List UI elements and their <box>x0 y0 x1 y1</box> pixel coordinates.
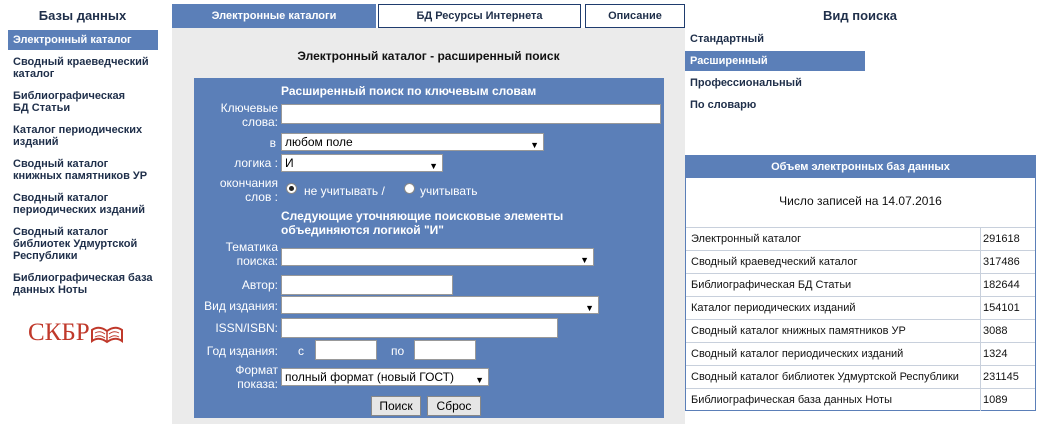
row-name: Сводный каталог книжных памятников УР <box>691 325 906 337</box>
sidebar-item-periodicals-catalog[interactable]: Каталог периодических изданий <box>13 124 143 148</box>
row-name: Электронный каталог <box>691 233 802 245</box>
sidebar-item-electronic-catalog[interactable]: Электронный каталог <box>8 30 158 50</box>
logic-select-value: И <box>285 156 294 170</box>
logo-text: СКБР <box>28 319 90 346</box>
page-title: Электронный каталог - расширенный поиск <box>297 49 560 63</box>
sidebar-item-regional-catalog[interactable]: Сводный краеведческий каталог <box>13 56 149 80</box>
search-type-advanced[interactable]: Расширенный <box>685 51 865 71</box>
reset-button[interactable]: Сброс <box>427 396 481 416</box>
table-row <box>686 250 1035 273</box>
row-value: 3088 <box>983 325 1008 337</box>
db-volume-table <box>685 155 1036 411</box>
row-name: Сводный краеведческий каталог <box>691 256 858 268</box>
radio-consider-endings[interactable] <box>404 183 415 194</box>
table-row <box>686 273 1035 296</box>
tab-electronic-catalogs[interactable]: Электронные каталоги <box>172 4 376 28</box>
databases-sidebar <box>0 0 165 424</box>
row-value: 1324 <box>983 348 1008 360</box>
radio-ignore-label: не учитывать / <box>304 184 385 198</box>
sidebar-item-music-db[interactable]: Библиографическая база данных Ноты <box>13 272 153 296</box>
year-to-label: по <box>391 344 405 358</box>
field-select-value: любом поле <box>285 135 353 149</box>
chevron-down-icon: ▼ <box>429 161 438 171</box>
edition-type-label: Вид издания: <box>204 299 278 313</box>
row-name: Библиографическая БД Статьи <box>691 279 852 291</box>
tab-internet-resources[interactable]: БД Ресурсы Интернета <box>378 4 581 28</box>
radio-consider-label: учитывать <box>420 184 478 198</box>
databases-header: Базы данных <box>38 8 127 23</box>
issn-input[interactable] <box>281 318 558 338</box>
tab-description[interactable]: Описание <box>585 4 685 28</box>
author-input[interactable] <box>281 275 453 295</box>
format-select[interactable] <box>281 368 489 386</box>
row-value: 231145 <box>983 371 1019 383</box>
sidebar-item-periodicals-union[interactable]: Сводный каталог периодических изданий <box>13 192 145 216</box>
skbr-logo[interactable] <box>28 318 153 348</box>
table-row <box>686 342 1035 365</box>
row-value: 291618 <box>983 233 1020 245</box>
open-book-icon <box>90 322 124 344</box>
row-name: Сводный каталог периодических изданий <box>691 348 904 360</box>
topic-select[interactable] <box>281 248 594 266</box>
sidebar-item-articles-db[interactable]: Библиографическая БД Статьи <box>13 90 125 114</box>
logic-label: логика : <box>234 156 278 170</box>
author-label: Автор: <box>241 278 278 292</box>
chevron-down-icon: ▼ <box>530 140 539 150</box>
year-from-input[interactable] <box>315 340 377 360</box>
search-type-professional[interactable]: Профессиональный <box>690 77 802 89</box>
row-name: Сводный каталог библиотек Удмуртской Республики <box>691 371 959 383</box>
issn-label: ISSN/ISBN: <box>215 321 278 335</box>
search-type-header: Вид поиска <box>823 8 897 23</box>
row-name: Каталог периодических изданий <box>691 302 856 314</box>
db-volume-header: Объем электронных баз данных <box>686 156 1035 178</box>
chevron-down-icon: ▼ <box>585 303 594 313</box>
year-label: Год издания: <box>206 344 278 358</box>
row-value: 1089 <box>983 394 1008 406</box>
format-label: Формат показа: <box>235 363 278 391</box>
table-row <box>686 296 1035 319</box>
endings-label: окончания слов : <box>219 176 278 204</box>
logic-select[interactable] <box>281 154 443 172</box>
table-row <box>686 319 1035 342</box>
in-label: в <box>269 136 276 150</box>
table-row <box>686 365 1035 388</box>
table-row <box>686 227 1035 250</box>
row-value: 182644 <box>983 279 1020 291</box>
advanced-search-form <box>194 78 664 418</box>
search-type-standard[interactable]: Стандартный <box>690 33 764 45</box>
chevron-down-icon: ▼ <box>475 375 484 385</box>
record-count-label: Число записей на 14.07.2016 <box>779 194 942 208</box>
search-button[interactable]: Поиск <box>371 396 421 416</box>
year-from-label: с <box>298 344 304 358</box>
sidebar-item-book-monuments[interactable]: Сводный каталог книжных памятников УР <box>13 158 148 182</box>
form-heading: Расширенный поиск по ключевым словам <box>281 84 537 98</box>
keywords-input[interactable] <box>281 104 661 124</box>
sidebar-item-udmurt-libraries[interactable]: Сводный каталог библиотек Удмуртской Республики <box>13 226 138 262</box>
row-name: Библиографическая база данных Ноты <box>691 394 892 406</box>
search-type-panel <box>685 0 1040 424</box>
chevron-down-icon: ▼ <box>580 255 589 265</box>
refine-note: Следующие уточняющие поисковые элементы объединяются логикой "И" <box>281 209 564 237</box>
format-select-value: полный формат (новый ГОСТ) <box>285 370 454 384</box>
row-value: 154101 <box>983 302 1020 314</box>
table-row <box>686 388 1035 411</box>
topic-label: Тематика поиска: <box>225 240 278 268</box>
keywords-label: Ключевые слова: <box>220 101 278 129</box>
year-to-input[interactable] <box>414 340 476 360</box>
search-type-dictionary[interactable]: По словарю <box>690 99 757 111</box>
search-panel <box>172 28 685 424</box>
edition-type-select[interactable] <box>281 296 599 314</box>
row-value: 317486 <box>983 256 1020 268</box>
field-select[interactable] <box>281 133 544 151</box>
radio-ignore-endings[interactable] <box>286 183 297 194</box>
